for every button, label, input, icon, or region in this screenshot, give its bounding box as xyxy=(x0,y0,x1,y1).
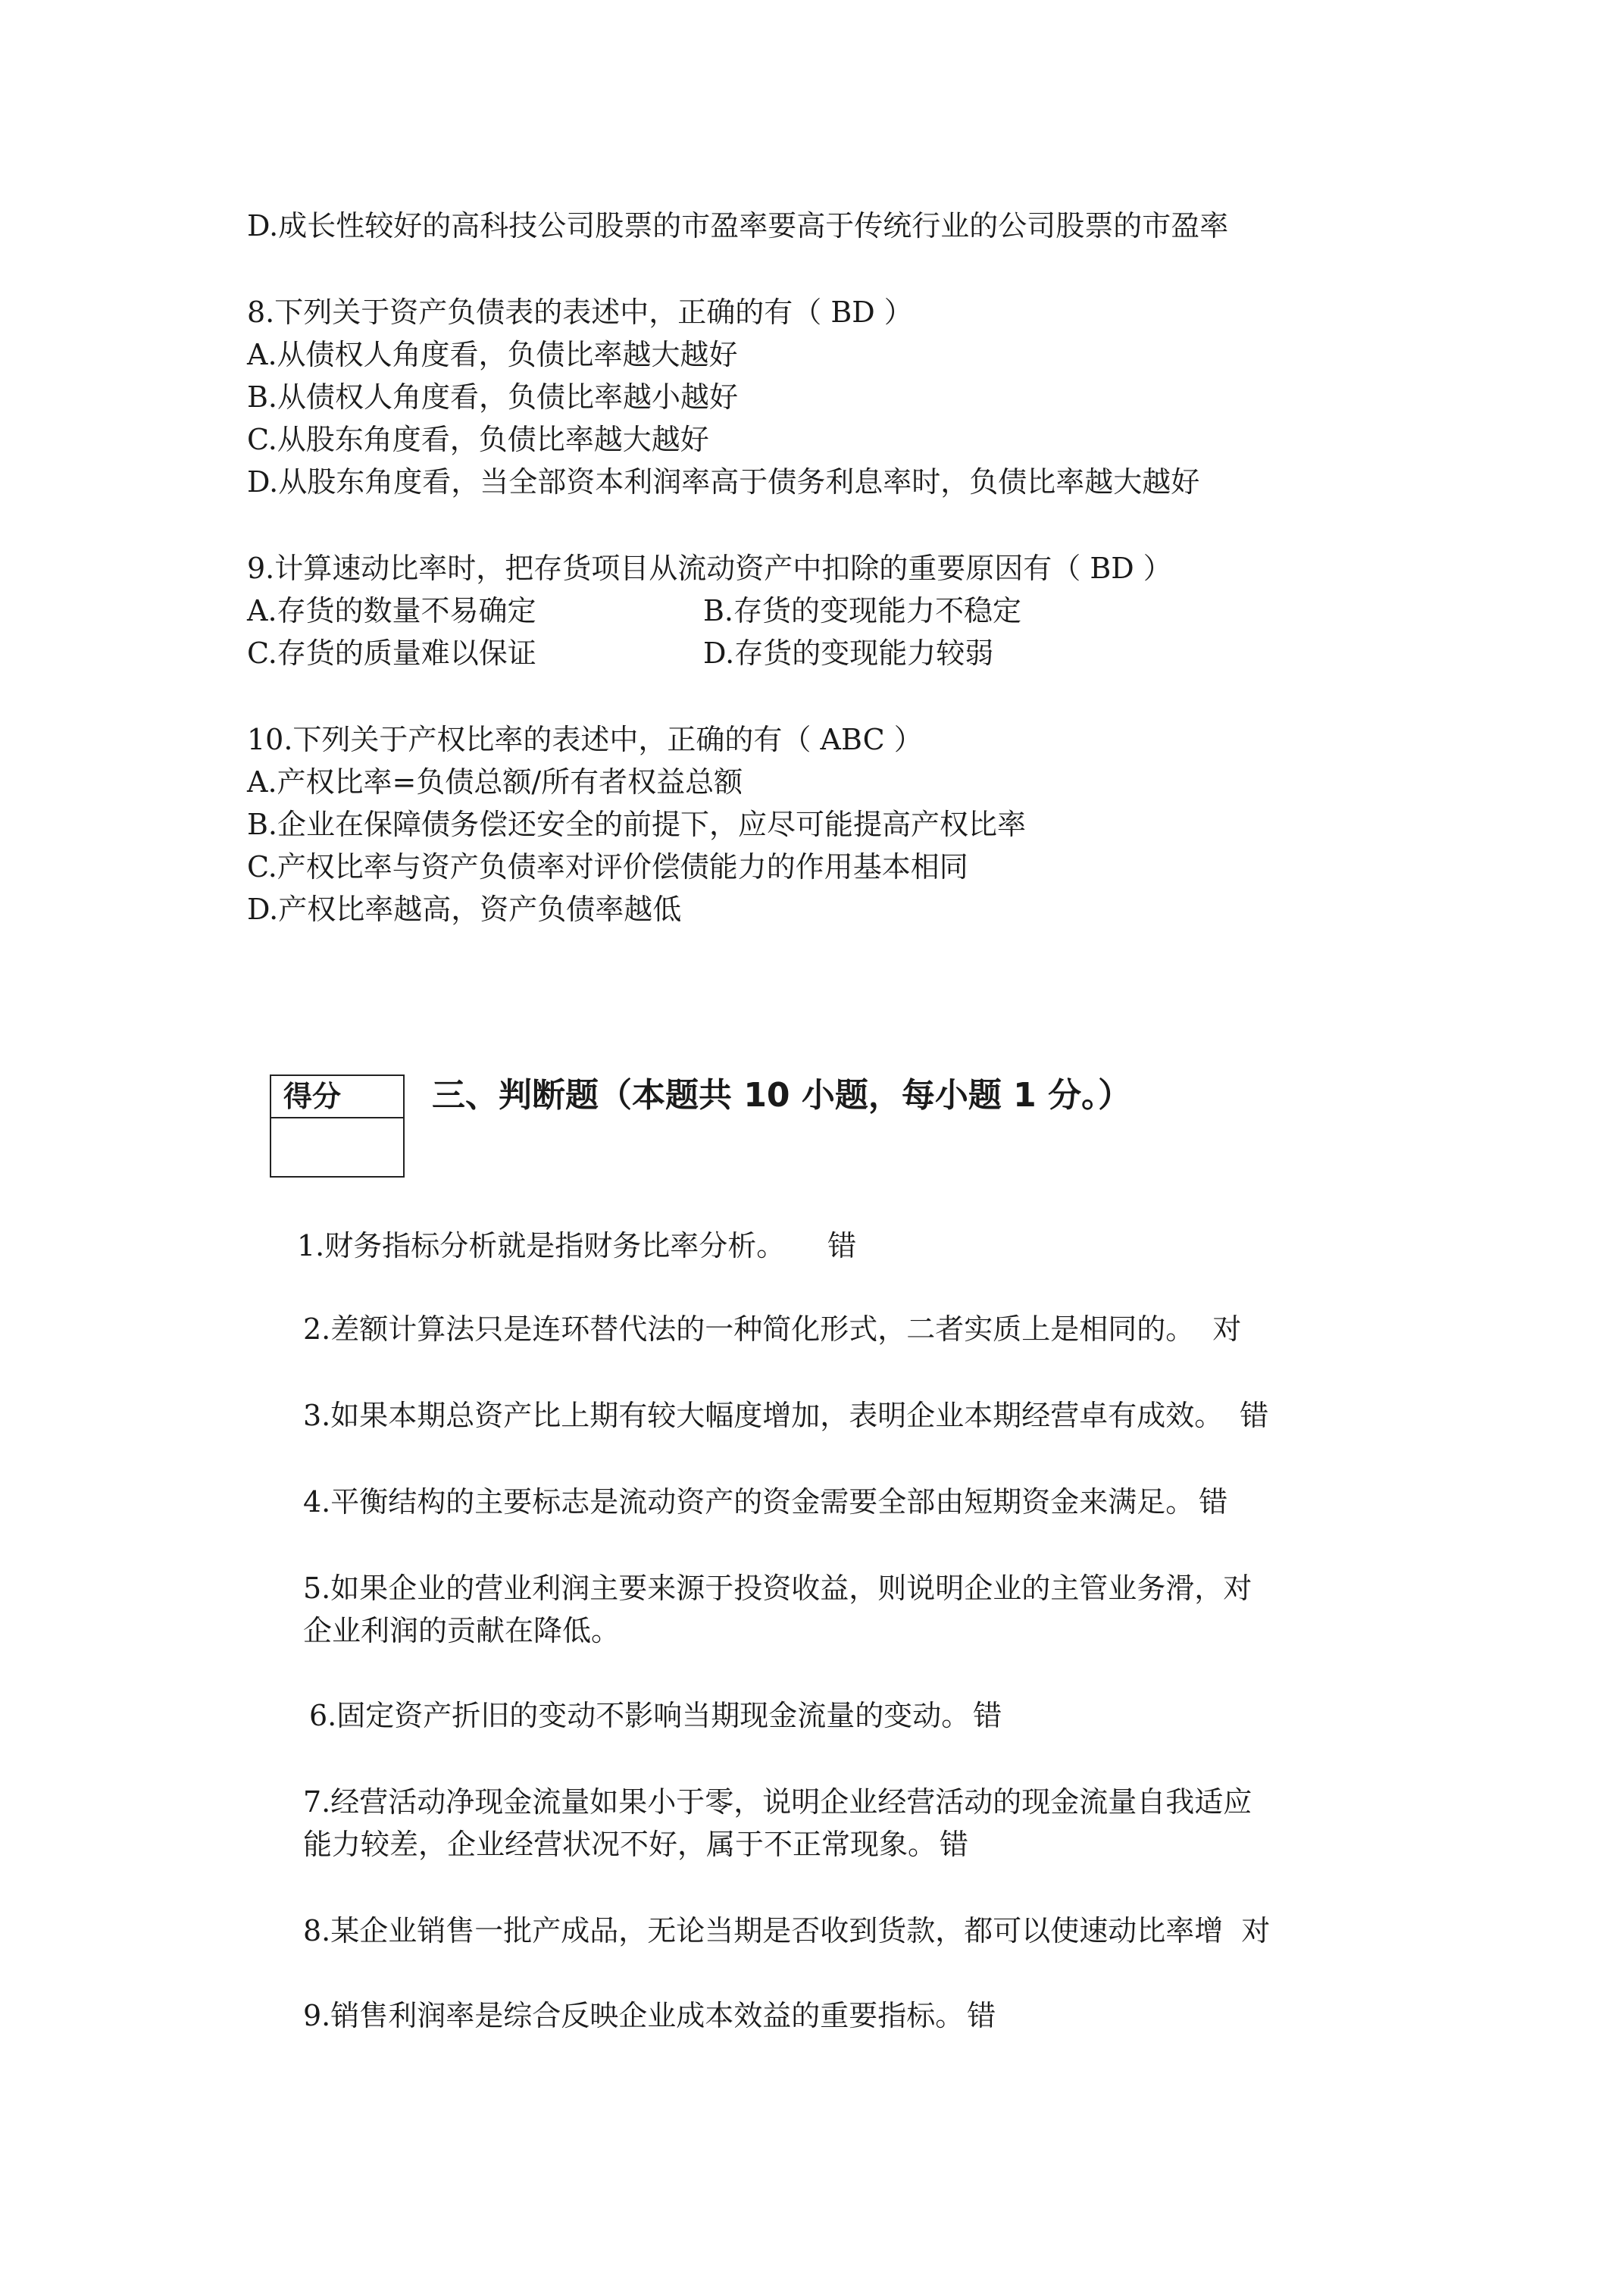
tf-item-8 xyxy=(303,1910,1270,1952)
tf-item-2-text: 2.差额计算法只是连环替代法的一种简化形式，二者实质上是相同的。 xyxy=(303,1312,1195,1346)
section-title: 三、判断题（本题共 10 小题，每小题 1 分。） xyxy=(432,1076,1132,1115)
q9-options-row-2 xyxy=(247,632,994,674)
q9-options-row-1 xyxy=(247,590,1022,632)
q7-option-d: D.成长性较好的高科技公司股票的市盈率要高于传统行业的公司股票的市盈率 xyxy=(247,209,1229,242)
tf-item-2-answer: 对 xyxy=(1212,1312,1242,1346)
tf-item-7-line-2 xyxy=(303,1823,968,1866)
score-box xyxy=(270,1074,405,1178)
tf-item-1 xyxy=(297,1225,856,1267)
tf-item-4-answer: 错 xyxy=(1199,1485,1228,1519)
tf-item-8-answer: 对 xyxy=(1241,1914,1271,1947)
q10-option-d: D.产权比率越高，资产负债率越低 xyxy=(247,893,682,926)
q8-stem: 8.下列关于资产负债表的表述中，正确的有（ BD ） xyxy=(247,296,913,329)
tf-item-7-answer: 错 xyxy=(940,1828,969,1861)
tf-item-2 xyxy=(303,1308,1241,1350)
tf-item-9 xyxy=(303,1994,996,2037)
tf-item-6 xyxy=(309,1694,1002,1737)
tf-item-7-line-1: 7.经营活动净现金流量如果小于零，说明企业经营活动的现金流量自我适应 xyxy=(303,1785,1252,1819)
q10-option-b: B.企业在保障债务偿还安全的前提下，应尽可能提高产权比率 xyxy=(247,808,1027,841)
q8-option-b: B.从债权人角度看，负债比率越小越好 xyxy=(247,380,739,414)
q8-option-a: A.从债权人角度看，负债比率越大越好 xyxy=(247,338,738,371)
tf-item-8-text: 8.某企业销售一批产成品，无论当期是否收到货款，都可以使速动比率增 xyxy=(303,1914,1224,1947)
tf-item-1-answer: 错 xyxy=(827,1229,857,1262)
q10-option-c: C.产权比率与资产负债率对评价偿债能力的作用基本相同 xyxy=(247,850,968,884)
q8-option-d: D.从股东角度看，当全部资本利润率高于债务利息率时，负债比率越大越好 xyxy=(247,465,1200,499)
tf-item-3 xyxy=(303,1394,1268,1437)
q9-option-c: C.存货的质量难以保证 xyxy=(247,637,536,670)
q9-option-b: B.存货的变现能力不稳定 xyxy=(703,594,1022,627)
tf-item-5-line-2: 企业利润的贡献在降低。 xyxy=(303,1614,621,1647)
tf-item-1-text: 1.财务指标分析就是指财务比率分析。 xyxy=(297,1229,786,1262)
q10-stem: 10.下列关于产权比率的表述中，正确的有（ ABC ） xyxy=(247,723,923,756)
tf-item-4-text: 4.平衡结构的主要标志是流动资产的资金需要全部由短期资金来满足。 xyxy=(303,1485,1195,1519)
tf-item-6-answer: 错 xyxy=(973,1699,1002,1732)
tf-item-9-answer: 错 xyxy=(967,1999,996,2032)
tf-item-4 xyxy=(303,1481,1227,1523)
tf-item-3-text: 3.如果本期总资产比上期有较大幅度增加，表明企业本期经营卓有成效。 xyxy=(303,1399,1224,1432)
tf-item-9-text: 9.销售利润率是综合反映企业成本效益的重要指标。 xyxy=(303,1999,965,2032)
q9-option-d: D.存货的变现能力较弱 xyxy=(703,637,994,670)
tf-item-5-line-1: 5.如果企业的营业利润主要来源于投资收益，则说明企业的主管业务滑，对 xyxy=(303,1572,1252,1605)
q10-option-a: A.产权比率=负债总额/所有者权益总额 xyxy=(247,765,743,799)
tf-item-3-answer: 错 xyxy=(1240,1399,1269,1432)
tf-item-7-text: 能力较差，企业经营状况不好，属于不正常现象。 xyxy=(303,1828,937,1861)
score-label: 得分 xyxy=(271,1076,403,1118)
q9-option-a: A.存货的数量不易确定 xyxy=(247,594,536,627)
q9-stem: 9.计算速动比率时，把存货项目从流动资产中扣除的重要原因有（ BD ） xyxy=(247,552,1172,585)
q8-option-c: C.从股东角度看，负债比率越大越好 xyxy=(247,423,709,456)
tf-item-6-text: 6.固定资产折旧的变动不影响当期现金流量的变动。 xyxy=(309,1699,971,1732)
